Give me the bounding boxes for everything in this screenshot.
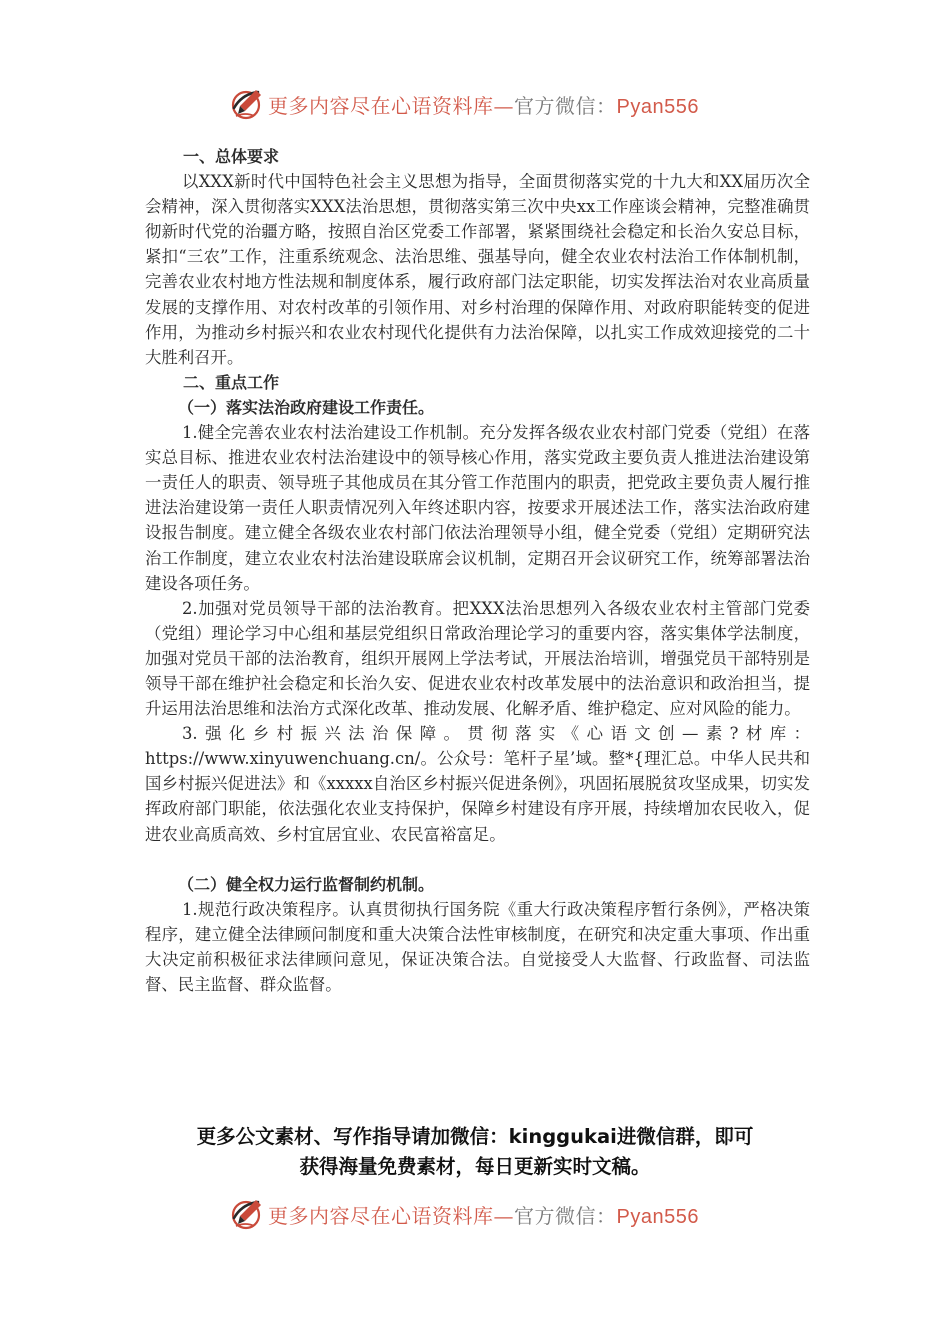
subsection-2-item-1: 1.规范行政决策程序。认真贯彻执行国务院《重大行政决策程序暂行条例》，严格决策程序，建立健全法律顾问制度和重大决策合法性审核制度，在研究和决定重大事项、作出重大决定前积极征求法律顾问意见，保证决策合法。自觉接受人大监督、行政监督、司法监督、民主监督、群众监督。 (145, 899, 810, 994)
section-1-paragraph: 以XXX新时代中国特色社会主义思想为指导，全面贯彻落实党的十九大和XX届历次全会精神，深入贯彻落实XXX法治思想，贯彻落实第三次中央xx工作座谈会精神，完整准确贯彻新时代党的治疆方略，按照自治区党委工作部署，紧紧围绕社会稳定和长治久安总目标，紧扣“三农”工作，注重系统观念、法治思维、强基导向，健全农业农村法治工作体制机制，完善农业农村地方性法规和制度体系，履行政府部门法定职能，切实发挥法治对农业高质量发展的支撑作用、对农村改革的引领作用、对乡村治理的保障作用、对政府职能转变的促进作用，为推动乡村振兴和农业农村现代化提供有力法治保障，以扎实工作成效迎接党的二十大胜利召开。 (145, 172, 810, 367)
banner-title: 更多内容尽在心语资料库 (268, 93, 494, 118)
xinyu-logo-icon (228, 86, 264, 122)
document-body (145, 144, 810, 997)
banner-dash: — (493, 93, 514, 118)
banner-wechat-id: Pyan556 (616, 1205, 699, 1228)
promo-block (100, 1122, 850, 1182)
banner-text (268, 1200, 699, 1229)
banner-title: 更多内容尽在心语资料库 (268, 1203, 494, 1228)
section-1-heading: 一、总体要求 (183, 147, 280, 166)
subsection-1-item-3: 3.强化乡村振兴法治保障。贯彻落实《心语文创—素?材库：https://www.xinyuwenchuang.cn/。公众号：笔杆子星’域。整*{理汇总。中华人民共和国乡村振兴促进法》和《xxxxx自治区乡村振兴促进条例》，巩固拓展脱贫攻坚成果，切实发挥政府部门职能，依法强化农业支持保护，保障乡村建设有序开展，持续增加农民收入，促进农业高质高效、乡村宜居宜业、农民富裕富足。 (145, 724, 810, 844)
banner-dash: — (493, 1203, 514, 1228)
footer-watermark-banner (228, 1194, 728, 1234)
banner-wechat-label: 官方微信： (514, 93, 617, 118)
xinyu-logo-icon (228, 1196, 264, 1232)
spacer (145, 847, 810, 872)
banner-text (268, 90, 699, 119)
subsection-1-item-1: 1.健全完善农业农村法治建设工作机制。充分发挥各级农业农村部门党委（党组）在落实总目标、推进农业农村法治建设中的领导核心作用，落实党政主要负责人推进法治建设第一责任人的职责、领导班子其他成员在其分管工作范围内的职责，把党政主要负责人履行推进法治建设第一责任人职责情况列入年终述职内容，按要求开展述法工作，落实法治政府建设报告制度。建立健全各级农业农村部门依法治理领导小组，健全党委（党组）定期研究法治工作制度，建立农业农村法治建设联席会议机制，定期召开会议研究工作，统筹部署法治建设各项任务。 (145, 423, 810, 593)
promo-line-2: 获得海量免费素材，每日更新实时文稿。 (299, 1155, 651, 1178)
section-2-heading: 二、重点工作 (183, 372, 280, 392)
banner-wechat-id: Pyan556 (616, 95, 699, 118)
header-watermark-banner (228, 84, 728, 124)
banner-wechat-label: 官方微信： (514, 1203, 617, 1228)
subsection-1-heading: （一）落实法治政府建设工作责任。 (178, 397, 435, 417)
promo-line-1: 更多公文素材、写作指导请加微信：kinggukai进微信群，即可 (196, 1125, 754, 1148)
subsection-2-heading: （二）健全权力运行监督制约机制。 (178, 874, 435, 894)
subsection-1-item-2: 2.加强对党员领导干部的法治教育。把XXX法治思想列入各级农业农村主管部门党委（党组）理论学习中心组和基层党组织日常政治理论学习的重要内容，落实集体学法制度，加强对党员干部的法治教育，组织开展网上学法考试，开展法治培训，增强党员干部特别是领导干部在维护社会稳定和长治久安、促进农业农村改革发展中的法治意识和政治担当，提升运用法治思维和法治方式深化改革、推动发展、化解矛盾、维护稳定、应对风险的能力。 (145, 598, 810, 719)
